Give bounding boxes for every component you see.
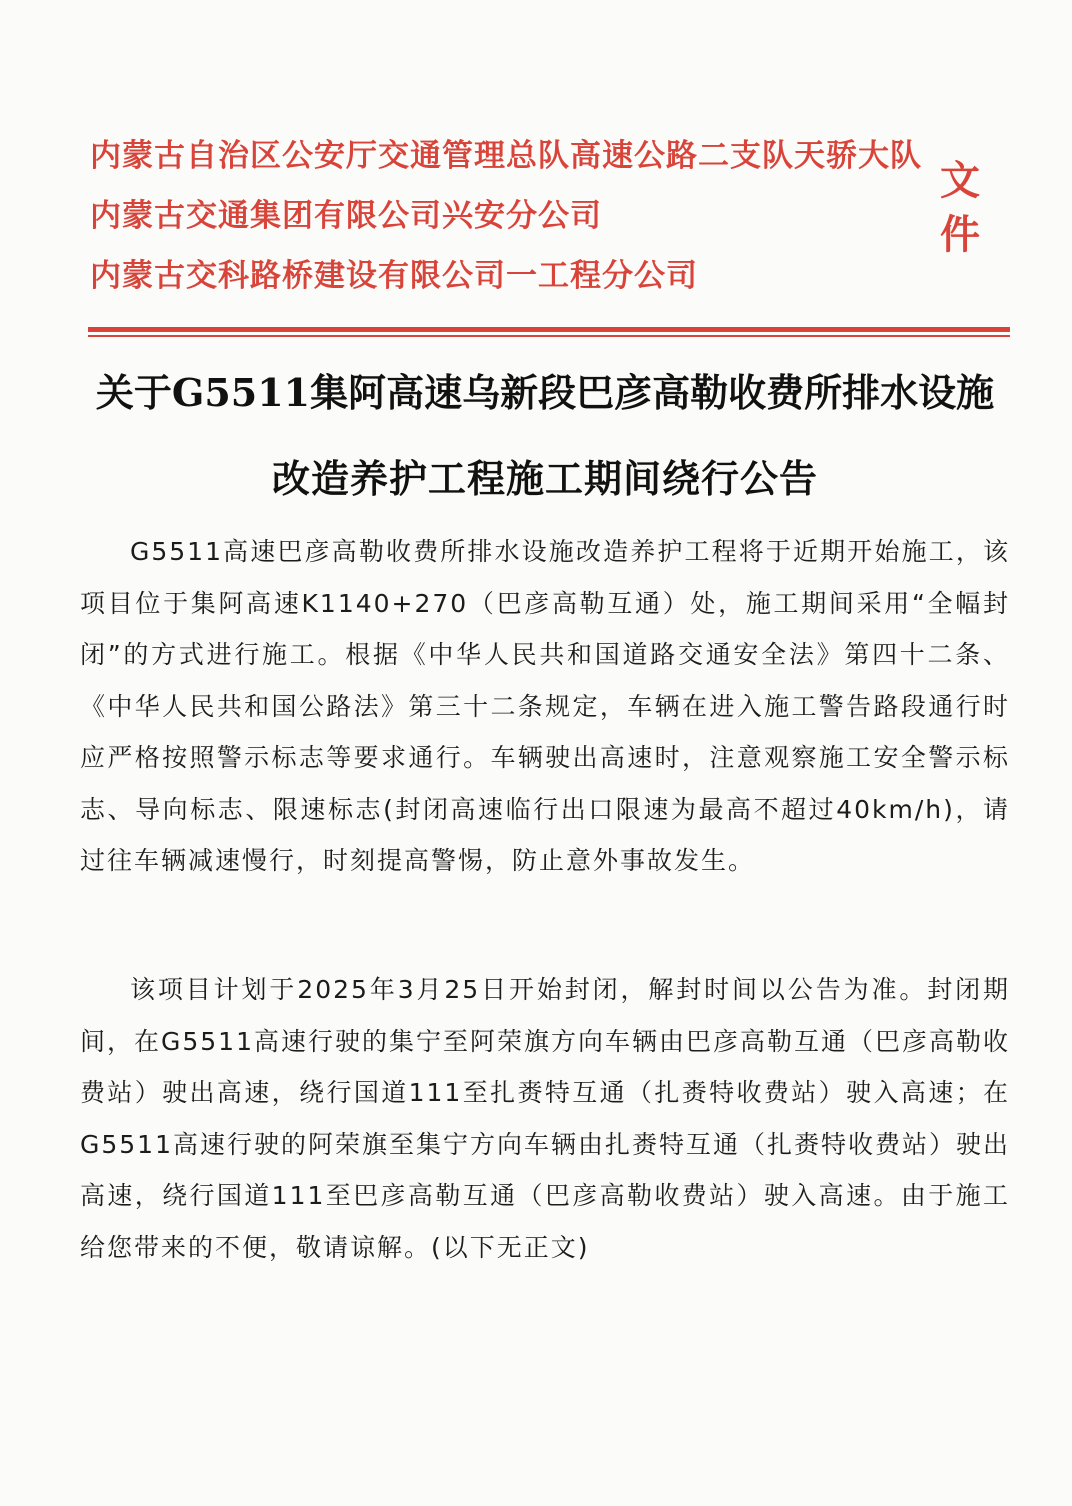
notice-paragraph-1: G5511高速巴彦高勒收费所排水设施改造养护工程将于近期开始施工，该项目位于集阿高速K1140+270（巴彦高勒互通）处，施工期间采用“全幅封闭”的方式进行施工。根据《中华人民共和国道路交通安全法》第四十二条、《中华人民共和国公路法》第三十二条规定，车辆在进入施工警告路段通行时应严格按照警示标志等要求通行。车辆驶出高速时，注意观察施工安全警示标志、导向标志、限速标志(封闭高速临行出口限速为最高不超过40km/h)，请过往车辆减速慢行，时刻提高警惕，防止意外事故发生。 xyxy=(80,537,1010,875)
issuer-traffic-police: 内蒙古自治区公安厅交通管理总队高速公路二支队天骄大队 xyxy=(90,138,922,174)
notice-title-line-2: 改造养护工程施工期间绕行公告 xyxy=(271,456,818,501)
letterhead-rule-thin xyxy=(88,335,1010,337)
issuer-transport-group: 内蒙古交通集团有限公司兴安分公司 xyxy=(90,198,602,234)
letterhead-rule-thick xyxy=(88,327,1010,332)
issuer-road-bridge-company: 内蒙古交科路桥建设有限公司一工程分公司 xyxy=(90,258,698,294)
notice-title-line-1: 关于G5511集阿高速乌新段巴彦高勒收费所排水设施 xyxy=(95,370,995,415)
document-type-label: 文件 xyxy=(940,157,980,258)
letterhead-issuers xyxy=(90,126,922,306)
notice-paragraph-2: 该项目计划于2025年3月25日开始封闭，解封时间以公告为准。封闭期间，在G5511高速行驶的集宁至阿荣旗方向车辆由巴彦高勒互通（巴彦高勒收费站）驶出高速，绕行国道111至扎赉特互通（扎赉特收费站）驶入高速；在G5511高速行驶的阿荣旗至集宁方向车辆由扎赉特互通（扎赉特收费站）驶出高速，绕行国道111至巴彦高勒互通（巴彦高勒收费站）驶入高速。由于施工给您带来的不便，敬请谅解。(以下无正文) xyxy=(80,975,1010,1262)
